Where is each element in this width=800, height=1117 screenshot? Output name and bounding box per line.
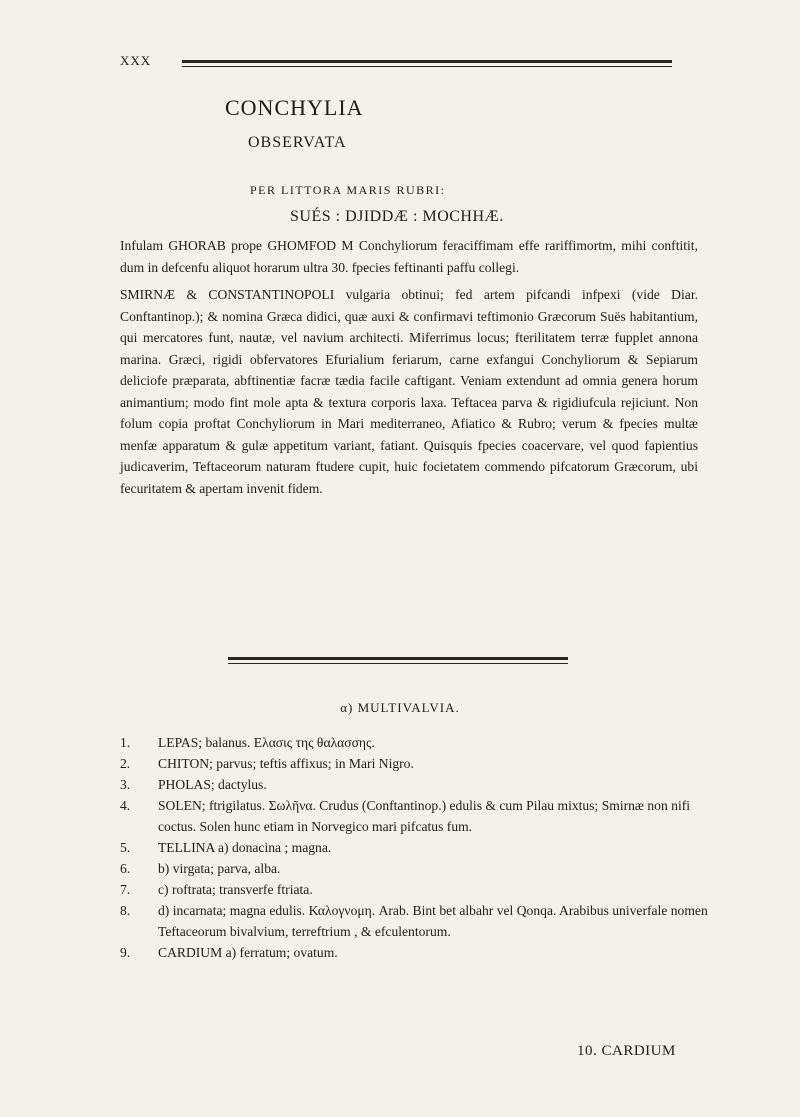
item-text: LEPAS; balanus. Ελασις της θαλασσης. <box>158 735 375 750</box>
item-number: 3. <box>120 777 131 792</box>
section-rule-thick <box>228 657 568 660</box>
page-subtitle: OBSERVATA <box>248 134 347 151</box>
catchword: 10. CARDIUM <box>577 1043 676 1059</box>
item-text: CHITON; parvus; teftis affixus; in Mari Nigro. <box>158 756 414 771</box>
list-item <box>120 879 720 900</box>
list-item <box>120 753 720 774</box>
page-title: CONCHYLIA <box>225 95 364 120</box>
item-text: d) incarnata; magna edulis. Καλογνομη. Arab. Bint bet albahr vel Qonqa. Arabibus univerfale nomen Teftaceorum bivalvium, terreftrium , & efculentorum. <box>158 903 708 939</box>
item-number: 9. <box>120 945 131 960</box>
item-number: 8. <box>120 903 131 918</box>
page-subtitle-locality: PER LITTORA MARIS RUBRI: <box>250 183 446 197</box>
item-number: 6. <box>120 861 131 876</box>
page-subtitle-places: SUÉS : DJIDDÆ : MOCHHÆ. <box>290 208 504 225</box>
item-text: PHOLAS; dactylus. <box>158 777 267 792</box>
species-list <box>120 732 720 963</box>
list-item <box>120 732 720 753</box>
section-rule-thin <box>228 663 568 664</box>
list-item <box>120 942 720 963</box>
section-heading: α) MULTIVALVIA. <box>340 700 460 715</box>
intro-paragraph-1: Infulam GHORAB prope GHOMFOD M Conchyliorum feraciffimam effe rariffimortm, mihi conftitit, dum in defcenfu aliquot horarum ultra 30. fpecies feftinanti paffu collegi. <box>120 238 698 275</box>
item-text: CARDIUM a) ferratum; ovatum. <box>158 945 338 960</box>
header-rule-thick <box>182 60 672 63</box>
page-number: XXX <box>120 53 152 68</box>
header-rule-thin <box>182 66 672 67</box>
item-text: SOLEN; ftrigilatus. Σωλῆνα. Crudus (Conftantinop.) edulis & cum Pilau mixtus; Smirnæ non nifi coctus. Solen hunc etiam in Norvegico mari pifcatus fum. <box>158 798 691 834</box>
intro-paragraph-2: SMIRNÆ & CONSTANTINOPOLI vulgaria obtinui; fed artem pifcandi infpexi (vide Diar. Conftantinop.); & nomina Græca didici, quæ auxi & confirmavi teftimonio Græcorum Suës habitantium, qui mercatores funt, nautæ, vel navium architecti. Miferrimus locus; fterilitatem terræ fupplet annona marina. Græci, rigidi obfervatores Efurialium feriarum, carne exfangui Conchyliorum & Sepiarum deliciofe præparata, abftinentiæ facræ tædia facile caftigant. Veniam extendunt ad omnia genera horum animantium; modo fint mole apta & textura corporis laxa. Teftacea parva & rigidiufcula rejiciunt. Non folum copia proftat Conchyliorum in Mari mediterraneo, Afiatico & Rubro; verum & fpecies multæ menfæ apparatum & gulæ appetitum variant, fatiant. Quisquis fpecies coacervare, vel quod fapientius judicaverim, Teftaceorum naturam ftudere cupit, huic focietatem commendo pifcatorum Græcorum, ubi fecuritatem & apertam invenit fidem. <box>120 287 698 496</box>
list-item <box>120 774 720 795</box>
item-number: 7. <box>120 882 131 897</box>
item-number: 1. <box>120 735 131 750</box>
list-item <box>120 858 720 879</box>
list-item <box>120 900 720 942</box>
item-number: 2. <box>120 756 131 771</box>
item-number: 4. <box>120 798 131 813</box>
list-item <box>120 795 720 837</box>
item-text: b) virgata; parva, alba. <box>158 861 281 876</box>
item-number: 5. <box>120 840 131 855</box>
intro-text <box>120 235 698 499</box>
list-item <box>120 837 720 858</box>
item-text: c) roftrata; transverfe ftriata. <box>158 882 313 897</box>
item-text: TELLINA a) donacina ; magna. <box>158 840 332 855</box>
